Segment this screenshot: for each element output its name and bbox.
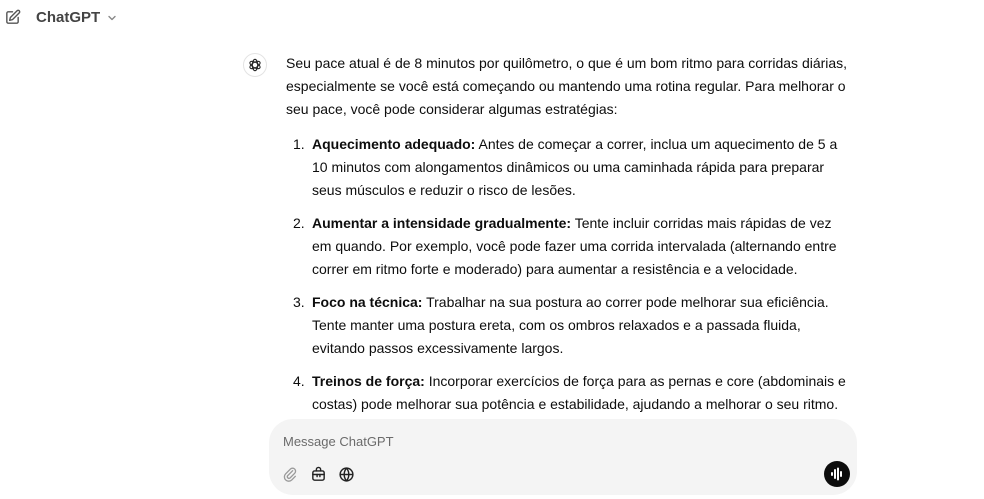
list-item-title: Aquecimento adequado:: [312, 136, 476, 152]
list-item: [286, 133, 848, 202]
message-composer: [269, 419, 857, 495]
list-item-text: Trabalhar na sua postura ao correr pode melhorar sua eficiência. Tente manter uma postura ereta, com os ombros relaxados e a passada fluida, evitando passos excessivamente largos.: [312, 294, 829, 356]
attach-button[interactable]: [280, 464, 300, 484]
message-intro: Seu pace atual é de 8 minutos por quilômetro, o que é um bom ritmo para corridas diárias, especialmente se você está começando ou mantendo uma rotina regular. Para melhorar o seu pace, você pode considerar algumas estratégias:: [286, 55, 848, 117]
tools-button[interactable]: [308, 464, 328, 484]
assistant-message: [286, 52, 848, 482]
list-item-text: Incorporar exercícios de força para as pernas e core (abdominais e costas) pode melhorar sua potência e estabilidade, ajudando a melhorar o seu ritmo.: [312, 373, 846, 412]
list-item-text: Tente incluir corridas mais rápidas de vez em quando. Por exemplo, você pode fazer uma corrida intervalada (alternando entre correr em ritmo forte e moderado) para aumentar a resistência e a velocidade.: [312, 215, 837, 277]
list-number: 2.: [293, 215, 305, 231]
list-item: [286, 212, 848, 281]
assistant-avatar: [243, 53, 267, 77]
list-item: [286, 370, 848, 416]
new-chat-button[interactable]: [2, 7, 22, 27]
list-item-text: Antes de começar a correr, inclua um aquecimento de 5 a 10 minutos com alongamentos dinâmicos ou uma caminhada rápida para preparar seus músculos e reduzir o risco de lesões.: [312, 136, 838, 198]
toolbox-icon: [310, 466, 327, 483]
list-item: [286, 291, 848, 360]
list-item-title: Aumentar a intensidade gradualmente:: [312, 215, 572, 231]
openai-logo-icon: [247, 57, 263, 73]
paperclip-icon: [282, 466, 298, 482]
list-number: 3.: [293, 294, 305, 310]
list-number: 1.: [293, 136, 305, 152]
voice-mode-button[interactable]: [824, 461, 850, 487]
list-item-title: Treinos de força:: [312, 373, 425, 389]
list-number: 4.: [293, 373, 305, 389]
top-bar: [0, 0, 984, 36]
voice-waveform-icon: [829, 466, 845, 482]
model-selector[interactable]: [36, 9, 118, 26]
message-input[interactable]: [283, 431, 823, 451]
model-name: ChatGPT: [36, 9, 101, 26]
conversation-thread: [0, 36, 984, 416]
chevron-down-icon: [106, 12, 118, 24]
web-search-button[interactable]: [336, 464, 356, 484]
list-item-title: Foco na técnica:: [312, 294, 423, 310]
edit-icon: [4, 9, 21, 26]
globe-icon: [338, 466, 355, 483]
